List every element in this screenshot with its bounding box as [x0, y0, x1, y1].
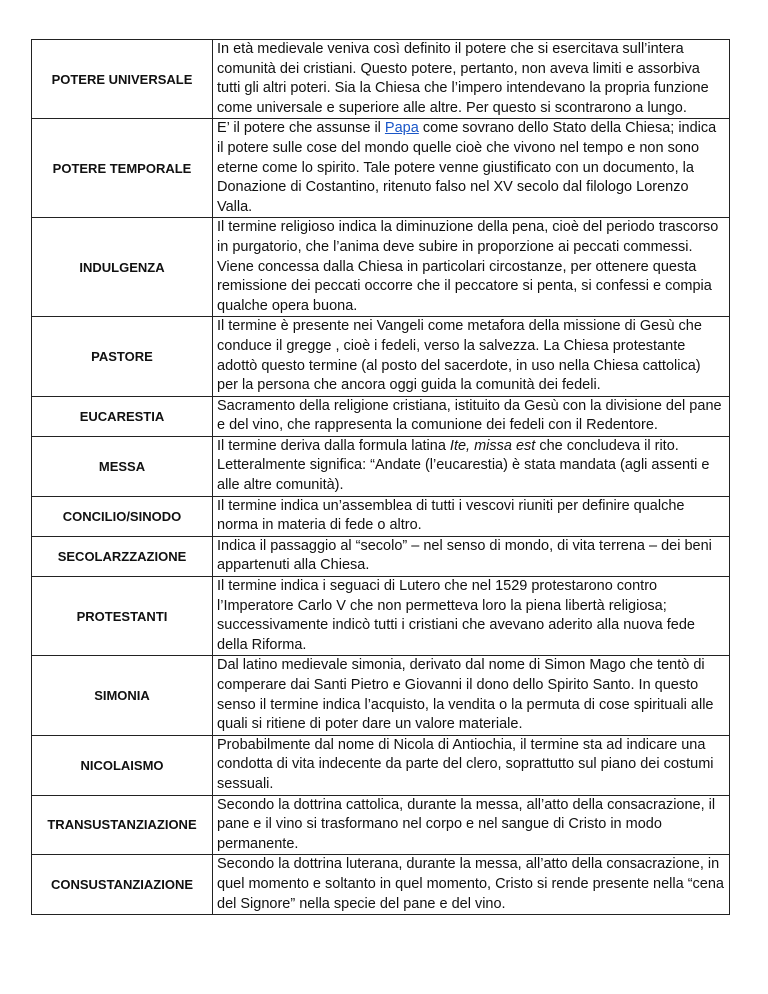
term-cell: SECOLARZZAZIONE [32, 536, 213, 576]
definition-cell: Sacramento della religione cristiana, istituito da Gesù con la divisione del pane e del vino, che rappresenta la comunione dei fedeli con il Redentore. [213, 396, 730, 436]
latin-phrase: Ite, missa est [449, 437, 536, 454]
definition-cell: Secondo la dottrina luterana, durante la messa, all’atto della consacrazione, in quel momento e soltanto in quel momento, Cristo si rende presente nella “cena del Signore” nella specie del pane e del vino. [213, 855, 730, 915]
papa-link[interactable]: Papa [384, 120, 419, 137]
definition-cell: In età medievale veniva così definito il potere che si esercitava sull’intera comunità dei cristiani. Questo potere, pertanto, non aveva limiti e assorbiva tutti gli altri poteri. Sia la Chiesa che l’impero intendevano la propria funzione come universale e superiore alle altre. Per questo si scontrarono a lungo. [213, 40, 730, 119]
table-row [32, 536, 730, 576]
term-cell: NICOLAISMO [32, 735, 213, 795]
definition-cell: Il termine religioso indica la diminuzione della pena, cioè del periodo trascorso in purgatorio, che l’anima deve subire in proporzione ai peccati commessi. Viene concessa dalla Chiesa in particolari circostanze, per ottenere questa remissione dei peccati occorre che il peccatore si penta, si confessi e compia qualche opera buona. [213, 218, 730, 317]
term-cell: PROTESTANTI [32, 577, 213, 656]
term-cell: EUCARESTIA [32, 396, 213, 436]
definition-cell: Il termine è presente nei Vangeli come metafora della missione di Gesù che conduce il gregge , cioè i fedeli, verso la salvezza. La Chiesa protestante adottò questo termine (al posto del sacerdote, in uso nella Chiesa cattolica) per la persona che ancora oggi guida la comunità dei fedeli. [213, 317, 730, 396]
term-cell: POTERE TEMPORALE [32, 119, 213, 218]
term-cell: TRANSUSTANZIAZIONE [32, 795, 213, 855]
term-cell: MESSA [32, 436, 213, 496]
table-row [32, 795, 730, 855]
definition-text: come sovrano dello Stato della Chiesa; indica il potere sulle cose del mondo quelle cioè che vivono nel tempo e non sono eterne come lo spirito. Tale potere venne giustificato con un documento, la Donazione di Costantino, ritenuto falso nel XV secolo dal filologo Lorenzo Valla. [217, 120, 717, 215]
table-row [32, 656, 730, 735]
definition-text: che concludeva il rito. Letteralmente significa: “Andate (l’eucarestia) è stata mandata (agli assenti e alle altre comunità). [217, 437, 710, 494]
table-row [32, 396, 730, 436]
definition-cell: Indica il passaggio al “secolo” – nel senso di mondo, di vita terrena – dei beni appartenuti alla Chiesa. [213, 536, 730, 576]
table-row [32, 496, 730, 536]
definition-cell: Il termine indica un’assemblea di tutti i vescovi riuniti per definire qualche norma in materia di fede o altro. [213, 496, 730, 536]
table-row [32, 317, 730, 396]
table-row [32, 119, 730, 218]
term-cell: POTERE UNIVERSALE [32, 40, 213, 119]
table-row [32, 436, 730, 496]
term-cell: SIMONIA [32, 656, 213, 735]
table-row [32, 855, 730, 915]
table-row [32, 218, 730, 317]
definition-cell: Probabilmente dal nome di Nicola di Antiochia, il termine sta ad indicare una condotta di vita indecente da parte del clero, soprattutto sul piano dei costumi sessuali. [213, 735, 730, 795]
definition-text: Il termine deriva dalla formula latina [217, 437, 450, 454]
definition-text: E’ il potere che assunse il [217, 120, 385, 137]
definition-cell [213, 436, 730, 496]
term-cell: CONCILIO/SINODO [32, 496, 213, 536]
table-row [32, 577, 730, 656]
glossary-table [31, 39, 730, 915]
table-row [32, 40, 730, 119]
term-cell: PASTORE [32, 317, 213, 396]
definition-cell [213, 119, 730, 218]
definition-cell: Dal latino medievale simonia, derivato dal nome di Simon Mago che tentò di comperare dai Santi Pietro e Giovanni il dono dello Spirito Santo. In questo senso il termine indica l’acquisto, la vendita o la permuta di cose spirituali alle quali si ritiene di poter dare un valore materiale. [213, 656, 730, 735]
term-cell: CONSUSTANZIAZIONE [32, 855, 213, 915]
definition-cell: Il termine indica i seguaci di Lutero che nel 1529 protestarono contro l’Imperatore Carlo V che non permetteva loro la piena libertà religiosa; successivamente indicò tutti i cristiani che avevano aderito alla nuova fede della Riforma. [213, 577, 730, 656]
definition-cell: Secondo la dottrina cattolica, durante la messa, all’atto della consacrazione, il pane e il vino si trasformano nel corpo e nel sangue di Cristo in modo permanente. [213, 795, 730, 855]
term-cell: INDULGENZA [32, 218, 213, 317]
table-row [32, 735, 730, 795]
